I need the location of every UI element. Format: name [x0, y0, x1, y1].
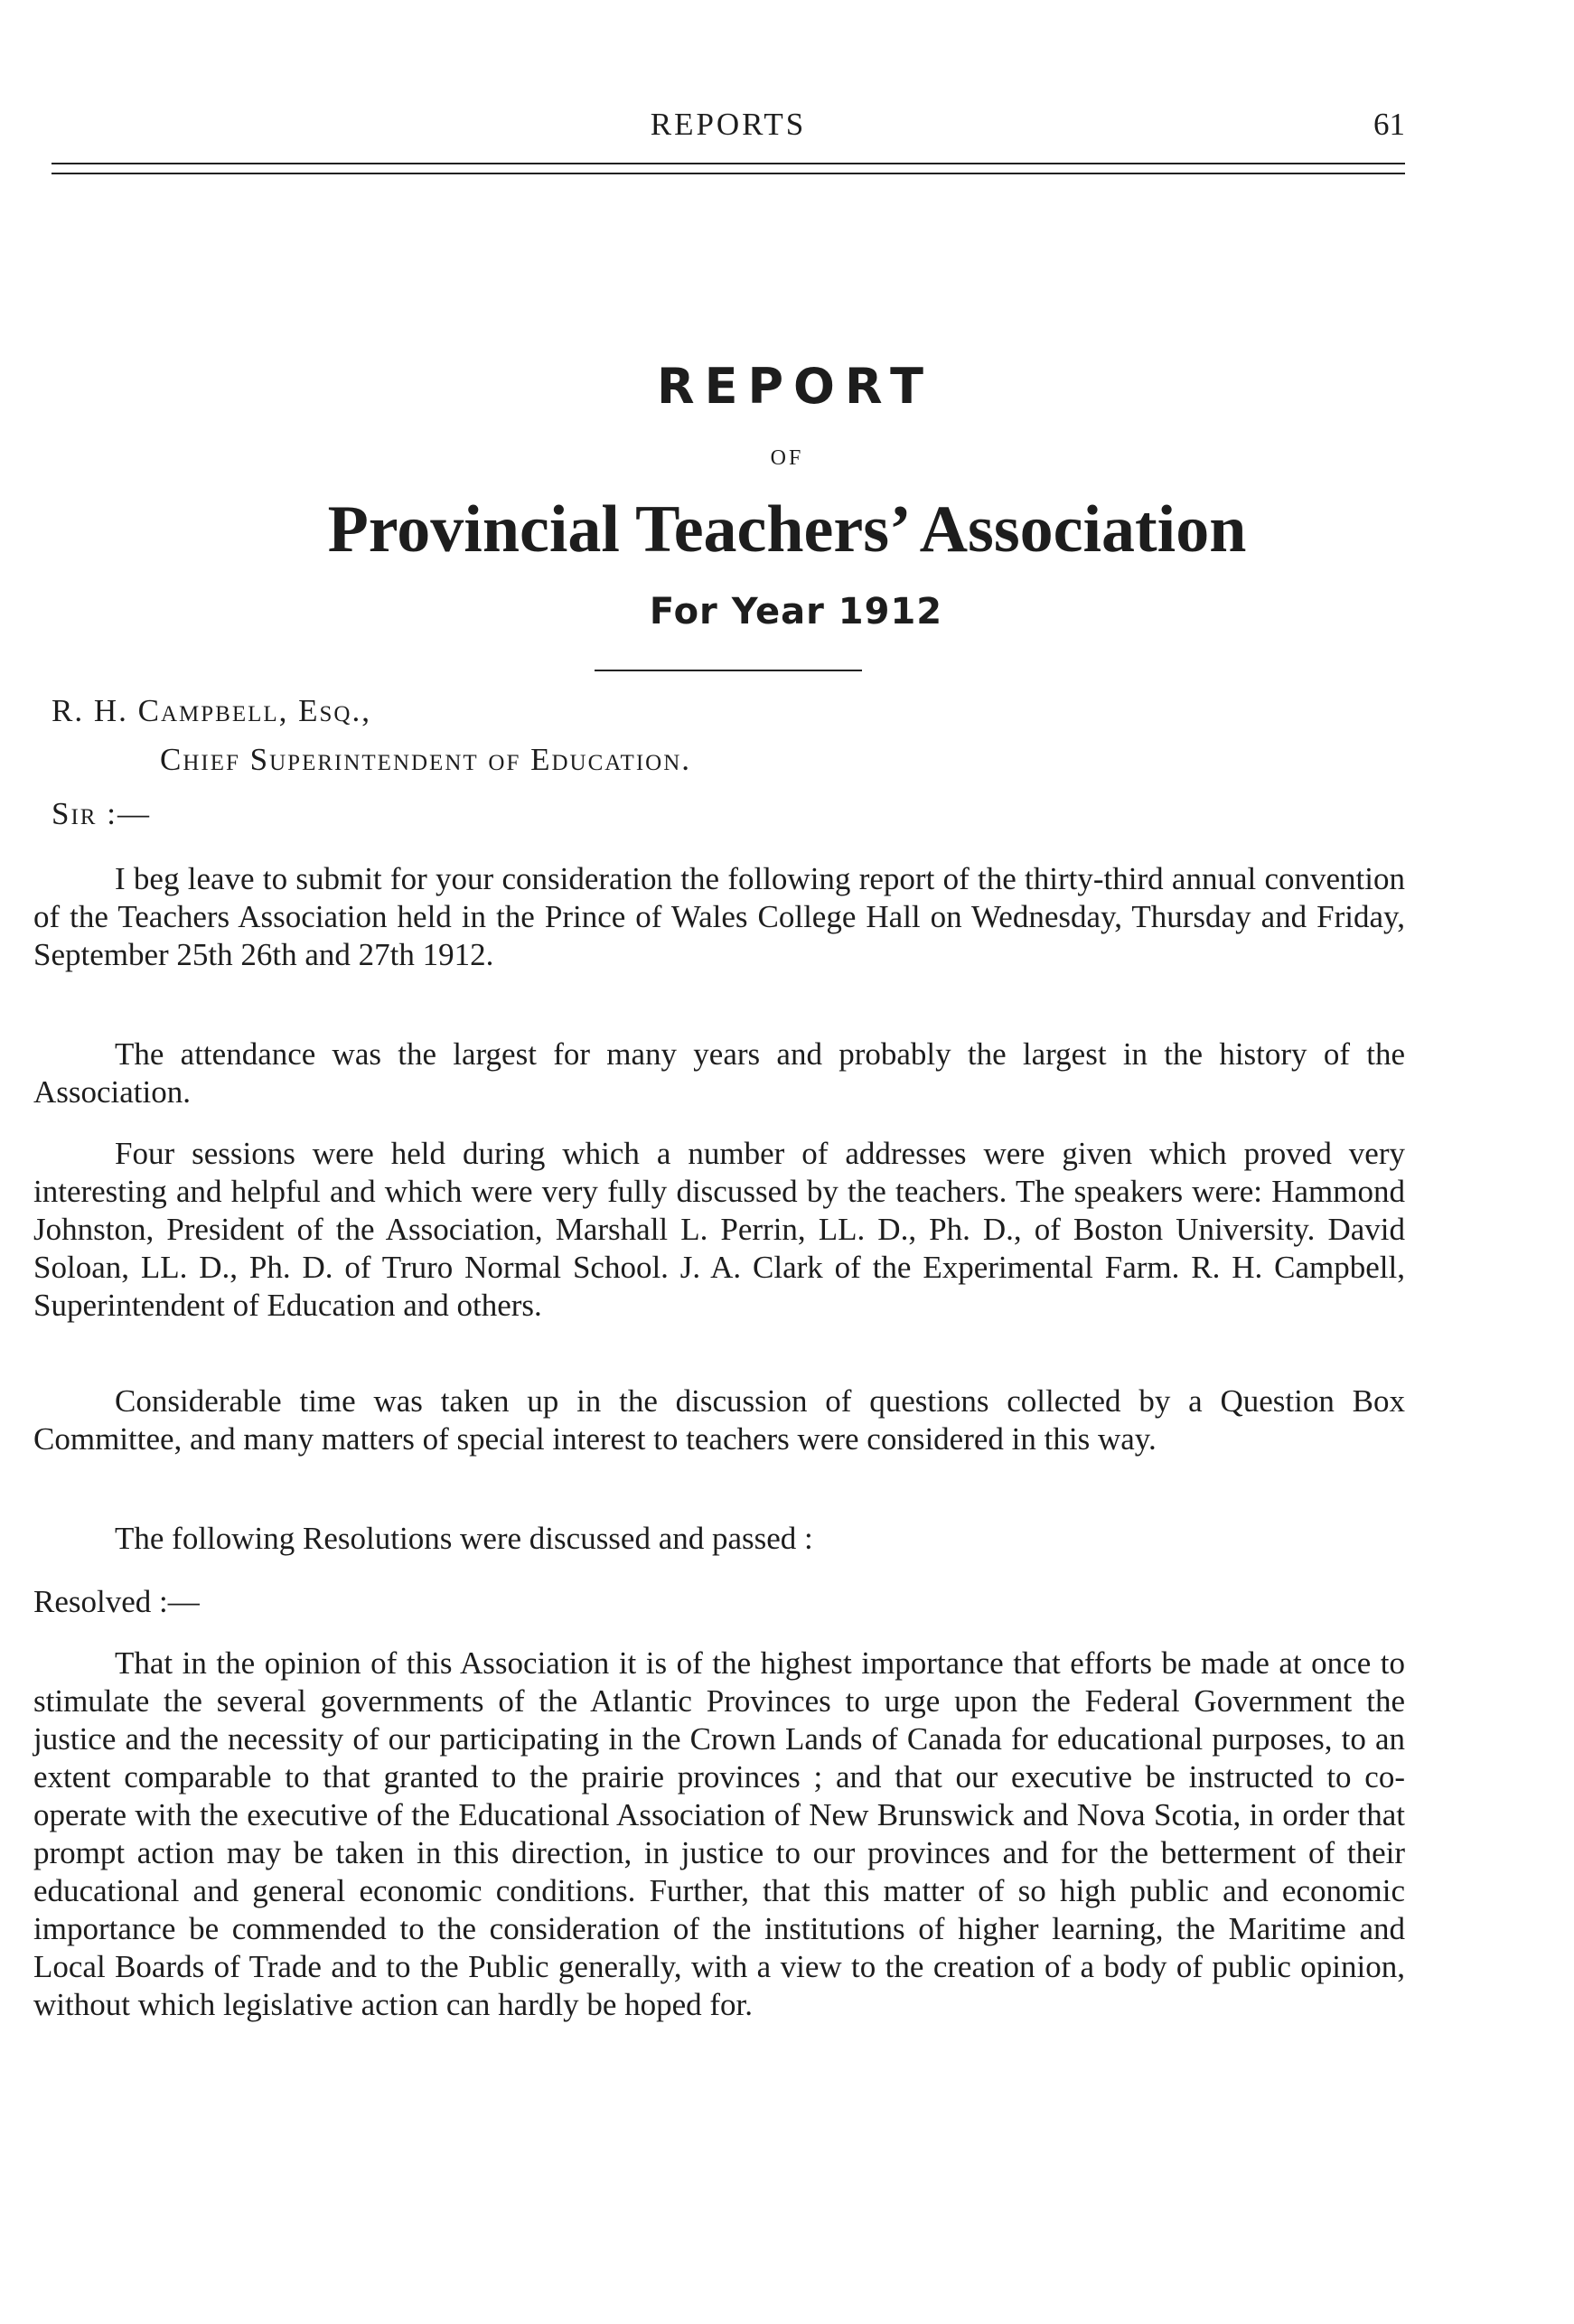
title-divider — [595, 670, 862, 671]
title-report: REPORT — [657, 358, 933, 415]
salutation: Sir :— — [52, 796, 151, 831]
paragraph-4: Considerable time was taken up in the discussion of questions collected by a Question Box Committee, and many matters of special interest to teachers were considered in this way. — [33, 1383, 1405, 1457]
running-title: REPORTS — [650, 107, 807, 142]
resolved-label: Resolved :— — [33, 1584, 200, 1619]
address-line-1: R. H. Campbell, Esq., — [52, 693, 371, 728]
title-main: Provincial Teachers’ Association — [327, 492, 1247, 567]
header-rule-bottom — [52, 173, 1405, 174]
title-year: For Year 1912 — [649, 591, 943, 633]
paragraph-5: The following Resolutions were discussed and passed : — [115, 1521, 813, 1556]
paragraph-3: Four sessions were held during which a number of addresses were given which proved very interesting and helpful and which were very fully discussed by the teachers. The speakers were: Hammond Johnston, President of the Association, Marshall L. Perrin, LL. D., Ph. D., of Boston University. David Soloan, LL. D., Ph. D. of Truro Normal School. J. A. Clark of the Experimental Farm. R. H. Campbell, Superintendent of Education and others. — [33, 1136, 1405, 1323]
header-rule-top — [52, 163, 1405, 164]
running-header — [52, 107, 1405, 152]
paragraph-2: The attendance was the largest for many years and probably the largest in the history of the Association. — [33, 1036, 1405, 1110]
paragraph-1: I beg leave to submit for your consideration the following report of the thirty-third annual convention of the Teachers Association held in the Prince of Wales College Hall on Wednesday, Thursday and Friday, September 25th 26th and 27th 1912. — [33, 861, 1405, 972]
address-line-2: Chief Superintendent of Education. — [160, 742, 692, 777]
title-of: OF — [770, 446, 804, 470]
page-number: 61 — [1373, 107, 1405, 142]
paragraph-resolution: That in the opinion of this Association it is of the highest importance that efforts be made at once to stimulate the several governments of the Atlantic Provinces to urge upon the Federal Government the justice and the necessity of our participating in the Crown Lands of Canada for educational purposes, to an extent comparable to that granted to the prairie provinces ; and that our executive be instructed to co-operate with the executive of the Educational Association of New Brunswick and Nova Scotia, in order that prompt action may be taken in this direction, in justice to our provinces and for the betterment of their educational and general economic conditions. Further, that this matter of so high public and economic importance be commended to the consideration of the institutions of higher learning, the Maritime and Local Boards of Trade and to the Public generally, with a view to the creation of a body of public opinion, without which legislative action can hardly be hoped for. — [33, 1645, 1405, 2022]
